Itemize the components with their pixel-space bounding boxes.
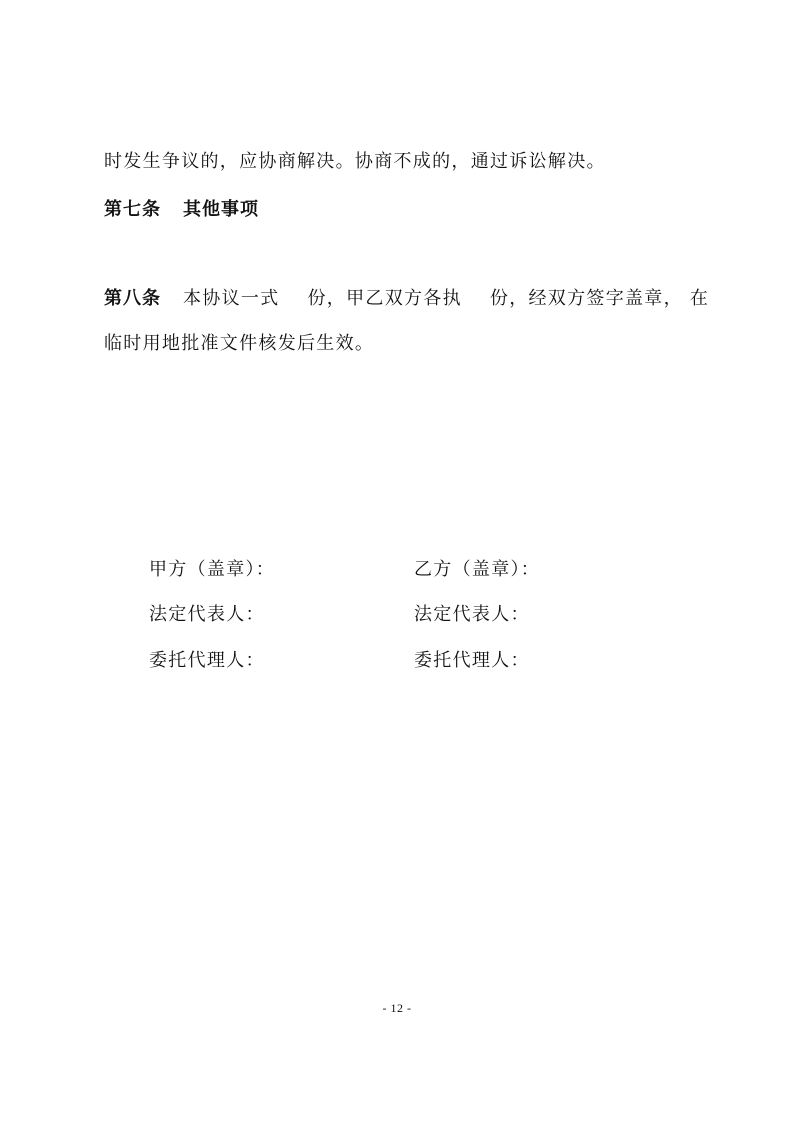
dispute-resolution-paragraph (104, 150, 606, 174)
article-7-heading (104, 198, 259, 222)
party-a-agent-label: 委托代理人： (149, 650, 265, 671)
page-number: - 12 - (382, 1001, 412, 1015)
article-8-paragraph (104, 287, 709, 311)
article-8-text-line2: 临时用地批准文件核发后生效。 (104, 333, 375, 354)
party-b-legal-rep-label: 法定代表人： (414, 604, 530, 625)
dispute-resolution-text: 时发生争议的，应协商解决。协商不成的，通过诉讼解决。 (104, 151, 606, 172)
article-7-number: 第七条 (104, 199, 161, 220)
party-a-seal-label: 甲方（盖章）： (149, 559, 276, 580)
party-b-agent-label: 委托代理人： (414, 650, 530, 671)
article-8-text-part2: 份，甲乙双方各执 (307, 288, 462, 309)
article-8-text-part1: 本协议一式 (183, 288, 280, 309)
article-8-paragraph-line2 (104, 332, 374, 356)
article-8-text-part3: 份，经双方签字盖章， 在 (489, 288, 710, 309)
party-b-seal-label: 乙方（盖章）： (414, 559, 541, 580)
article-7-title: 其他事项 (183, 199, 259, 220)
party-a-legal-rep-label: 法定代表人： (149, 604, 265, 625)
article-8-number: 第八条 (104, 288, 161, 309)
